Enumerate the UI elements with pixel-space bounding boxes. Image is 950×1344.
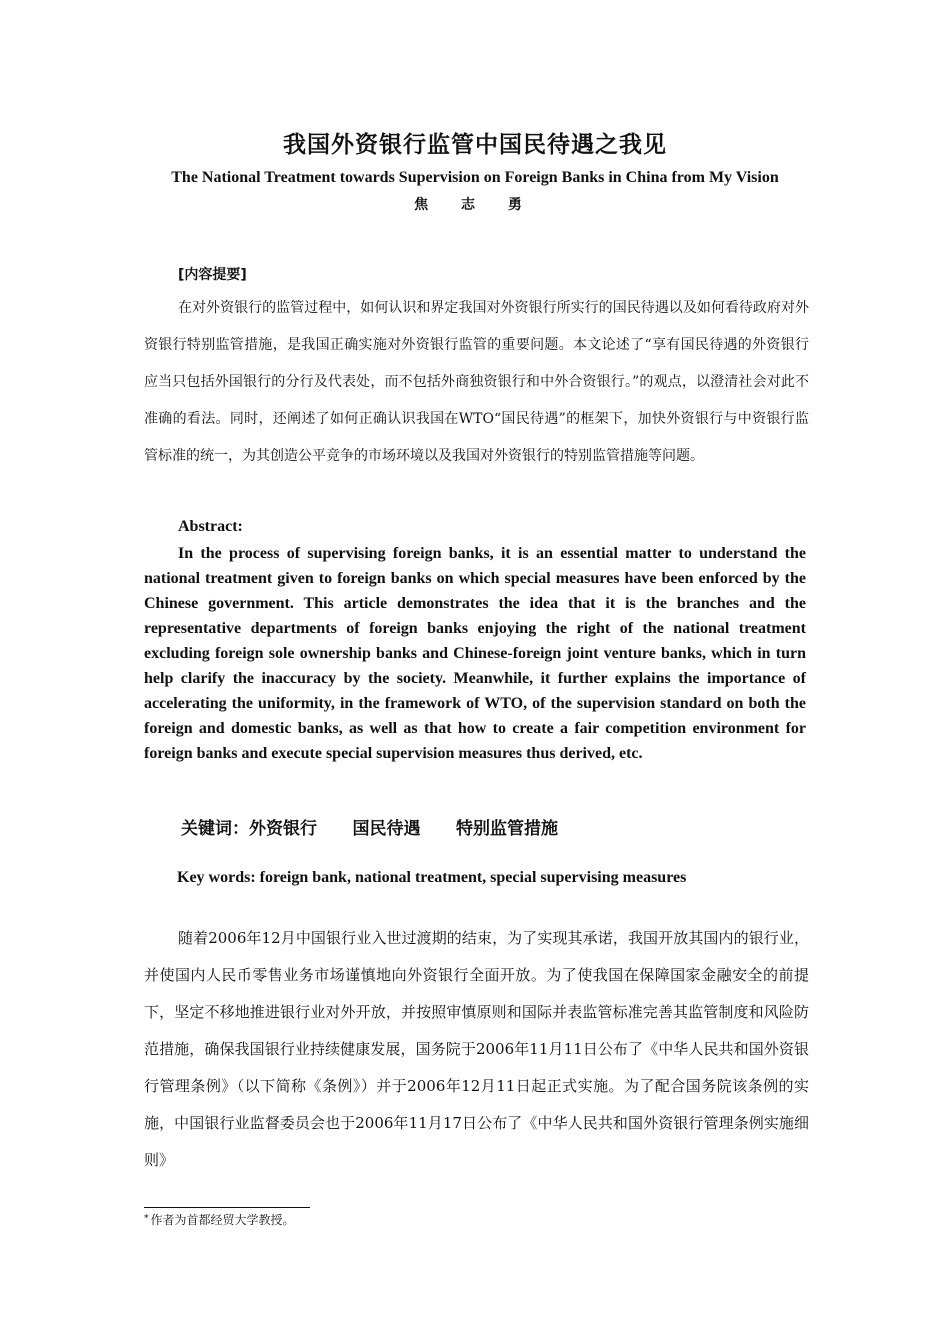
footnote-mark: * — [144, 1214, 149, 1224]
page-title: 我国外资银行监管中国民待遇之我见 — [283, 132, 667, 158]
author-name: 焦 志 勇 — [414, 197, 536, 213]
footnote-divider — [144, 1207, 310, 1208]
summary-paragraph: 在对外资银行的监管过程中，如何认识和界定我国对外资银行所实行的国民待遇以及如何看待政府对外资银行特别监管措施，是我国正确实施对外资银行监管的重要问题。本文论述了“享有国民待遇的外资银行应当只包括外国银行的分行及代表处，而不包括外商独资银行和中外合资银行。”的观点，以澄清社会对此不准确的看法。同时，还阐述了如何正确认识我国在WTO“国民待遇”的框架下，加快外资银行与中资银行监管标准的统一，为其创造公平竞争的市场环境以及我国对外资银行的特别监管措施等问题。 — [144, 300, 809, 464]
footnote — [144, 1211, 295, 1228]
summary-heading: [内容提要] — [178, 267, 247, 283]
footnote-text: 作者为首都经贸大学教授。 — [150, 1213, 295, 1227]
keywords-english: Key words: foreign bank, national treatment, special supervising measures — [177, 869, 687, 886]
abstract-paragraph: In the process of supervising foreign banks, it is an essential matter to understand the national treatment given to foreign banks on which special measures have been enforced by the Chinese government. This article demonstrates the idea that it is the branches and the representative departments of foreign banks enjoying the right of the national treatment excluding foreign sole ownership banks and Chinese-foreign joint venture banks, which in turn help clarify the inaccuracy by the society. Meanwhile, it further explains the importance of accelerating the uniformity, in the framework of WTO, of the supervision standard on both the foreign and domestic banks, as well as that how to create a fair competition environment for foreign banks and execute special supervision measures thus derived, etc. — [144, 545, 806, 762]
keywords-chinese: 关键词：外资银行 国民待遇 特别监管措施 — [181, 819, 559, 839]
abstract-heading: Abstract: — [178, 518, 243, 535]
body-paragraph: 随着2006年12月中国银行业入世过渡期的结束，为了实现其承诺，我国开放其国内的银行业，并使国内人民币零售业务市场谨慎地向外资银行全面开放。为了使我国在保障国家金融安全的前提下，坚定不移地推进银行业对外开放，并按照审慎原则和国际并表监管标准完善其监管制度和风险防范措施，确保我国银行业持续健康发展，国务院于2006年11月11日公布了《中华人民共和国外资银行管理条例》（以下简称《条例》）并于2006年12月11日起正式实施。为了配合国务院该条例的实施，中国银行业监督委员会也于2006年11月17日公布了《中华人民共和国外资银行管理条例实施细则》 — [144, 929, 809, 1169]
english-title: The National Treatment towards Supervision on Foreign Banks in China from My Vision — [171, 169, 779, 186]
